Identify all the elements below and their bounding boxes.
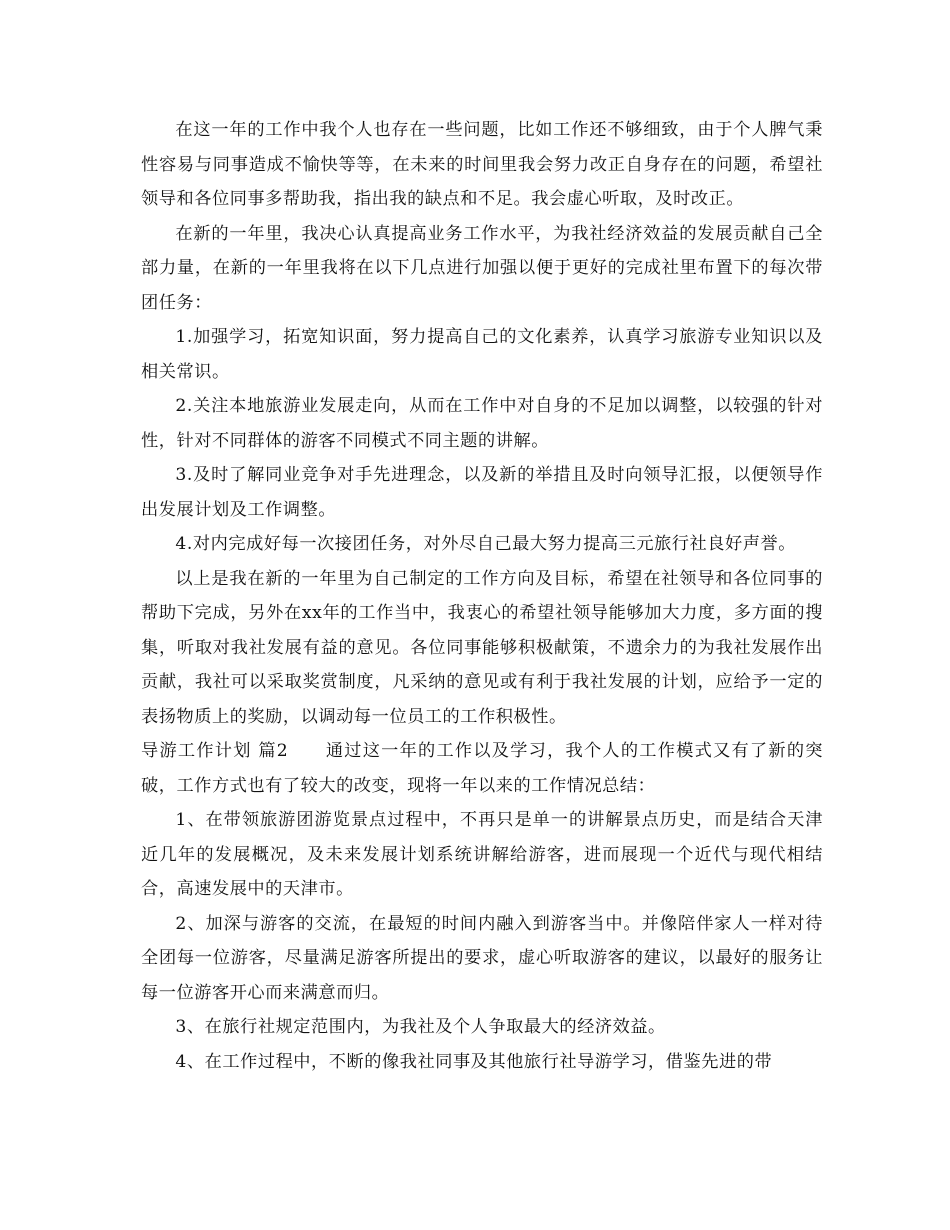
list-item-4: 4.对内完成好每一次接团任务，对外尽自己最大努力提高三元旅行社良好声誉。 [175, 534, 796, 554]
section-heading-paragraph [141, 734, 823, 803]
section-intro: 通过这一年的工作以及学习，我个人的工作模式又有了新的突破，工作方式也有了较大的改变，现将一年以来的工作情况总结： [141, 741, 823, 796]
section-item-1: 1、在带领旅游团游览景点过程中，不再只是单一的讲解景点历史，而是结合天津近几年的发展概况，及未来发展计划系统讲解给游客，进而展现一个近代与现代相结合，高速发展中的天津市。 [141, 810, 823, 899]
paragraph-summary-goals: 以上是我在新的一年里为自己制定的工作方向及目标，希望在社领导和各位同事的帮助下完成，另外在xx年的工作当中，我衷心的希望社领导能够加大力度，多方面的搜集，听取对我社发展有益的意见。各位同事能够积极献策，不遗余力的为我社发展作出贡献，我社可以采取奖赏制度，凡采纳的意见或有利于我社发展的计划，应给予一定的表扬物质上的奖励，以调动每一位员工的工作积极性。 [141, 568, 823, 727]
document-body [141, 113, 823, 1079]
section-heading: 导游工作计划 篇2 [141, 741, 289, 761]
paragraph-new-year-resolve: 在新的一年里，我决心认真提高业务工作水平，为我社经济效益的发展贡献自己全部力量，在新的一年里我将在以下几点进行加强以便于更好的完成社里布置下的每次带团任务： [141, 223, 823, 313]
section-heading-gap [288, 741, 326, 761]
paragraph-problems: 在这一年的工作中我个人也存在一些问题，比如工作还不够细致，由于个人脾气秉性容易与同事造成不愉快等等，在未来的时间里我会努力改正自身存在的问题，希望社领导和各位同事多帮助我，指出我的缺点和不足。我会虚心听取，及时改正。 [141, 120, 823, 209]
section-item-2: 2、加深与游客的交流，在最短的时间内融入到游客当中。并像陪伴家人一样对待全团每一位游客，尽量满足游客所提出的要求，虚心听取游客的建议，以最好的服务让每一位游客开心而来满意而归。 [141, 913, 823, 1003]
section-item-4: 4、在工作过程中，不断的像我社同事及其他旅行社导游学习，借鉴先进的带 [175, 1051, 773, 1072]
section-item-3: 3、在旅行社规定范围内，为我社及个人争取最大的经济效益。 [175, 1017, 666, 1037]
list-item-3: 3.及时了解同业竞争对手先进理念，以及新的举措且及时向领导汇报，以便领导作出发展计划及工作调整。 [141, 465, 823, 520]
list-item-1: 1.加强学习，拓宽知识面，努力提高自己的文化素养，认真学习旅游专业知识以及相关常识。 [141, 327, 823, 382]
list-item-2: 2.关注本地旅游业发展走向，从而在工作中对自身的不足加以调整，以较强的针对性，针对不同群体的游客不同模式不同主题的讲解。 [141, 396, 823, 451]
